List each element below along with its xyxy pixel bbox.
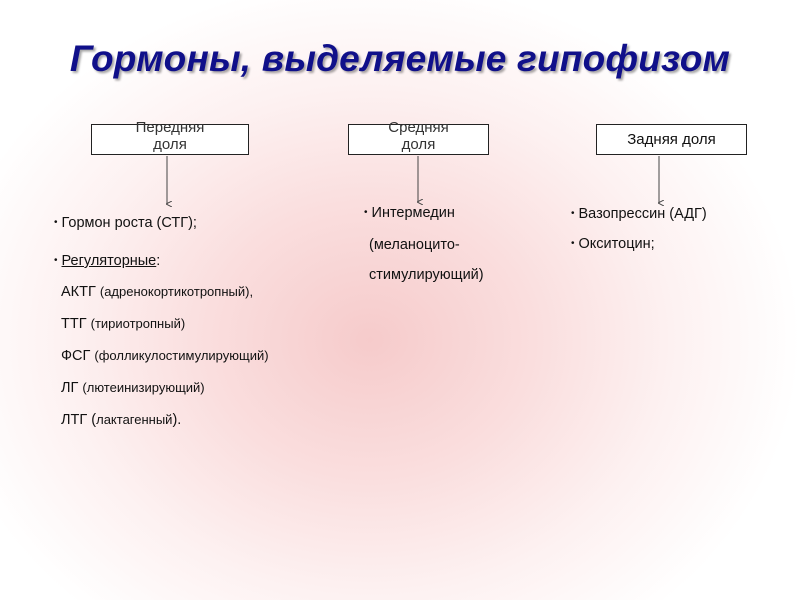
anterior-lobe-label-line1: Передняя <box>135 119 205 136</box>
list-item <box>364 198 484 230</box>
hormone-desc: лактагенный <box>96 412 173 427</box>
list-item <box>571 200 707 230</box>
hormone-desc-close: ). <box>172 412 182 428</box>
posterior-lobe-label: Задняя доля <box>627 131 716 148</box>
hormone-abbr: ЛГ <box>61 380 79 396</box>
list-item <box>54 404 269 436</box>
hormone-abbr: ЛТГ <box>61 412 88 428</box>
hormone-desc: (адренокортикотропный), <box>99 284 254 299</box>
hormone-desc-open: ( <box>91 412 97 428</box>
vasopressin-text: Вазопрессин (АДГ) <box>578 206 707 222</box>
list-item <box>54 210 269 236</box>
middle-lobe-label-line2: доля <box>401 136 436 153</box>
middle-lobe-label-line1: Средняя <box>388 119 449 136</box>
regulatory-colon: : <box>156 253 161 269</box>
middle-lobe-box <box>348 119 489 155</box>
list-item <box>54 308 269 340</box>
posterior-lobe-box <box>596 124 747 155</box>
regulatory-label: Регуляторные <box>61 253 157 269</box>
hormone-abbr: ТТГ <box>61 316 87 332</box>
middle-hormones-list <box>364 198 484 290</box>
slide-title: Гормоны, выделяемые гипофизом <box>69 38 731 79</box>
list-item <box>571 230 707 260</box>
anterior-lobe-label-line2: доля <box>153 136 187 153</box>
list-item <box>54 372 269 404</box>
posterior-hormones-list <box>571 200 707 260</box>
hormone-abbr: ФСГ <box>61 348 91 364</box>
growth-hormone-text: Гормон роста (СТГ); <box>61 215 197 231</box>
list-item-continuation: (меланоцито- <box>369 237 460 253</box>
list-item <box>54 276 269 308</box>
list-item <box>54 340 269 372</box>
hormone-desc: (тириотропный) <box>90 316 186 331</box>
hormone-desc: (фолликулостимулирующий) <box>94 348 269 363</box>
anterior-hormones-list <box>54 210 269 436</box>
hormone-desc: (лютеинизирующий) <box>82 380 205 395</box>
list-item-continuation: стимулирующий) <box>369 267 484 283</box>
hormone-abbr: АКТГ <box>61 284 96 300</box>
anterior-lobe-box <box>91 119 249 155</box>
oxytocin-text: Окситоцин; <box>578 236 655 252</box>
list-item <box>54 248 269 274</box>
intermedin-text: Интермедин <box>371 205 455 221</box>
